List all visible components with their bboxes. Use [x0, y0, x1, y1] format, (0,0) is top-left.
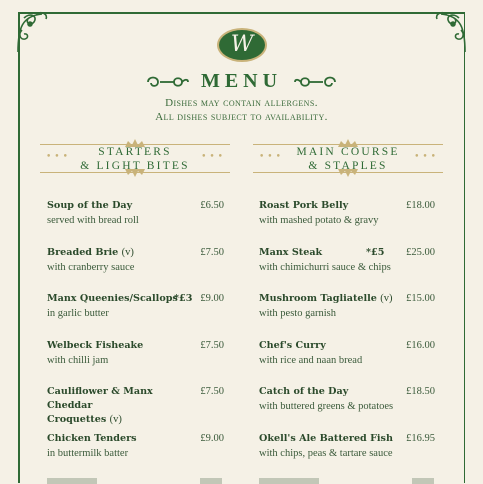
dish-name: Cauliflower & Manx Cheddar — [47, 386, 153, 411]
dish-name-text: Croquettes — [47, 414, 107, 425]
dish-name: Welbeck Fisheake — [47, 339, 144, 351]
dish-name: Chicken Tenders — [47, 432, 137, 444]
supplement-price: *£3 — [174, 293, 193, 304]
section-header-mains — [253, 140, 443, 174]
dish-name: Manx Queenies/Scallops — [47, 293, 178, 304]
menu-item — [259, 339, 435, 386]
menu-item — [47, 432, 224, 479]
cutoff-text-fragment — [47, 478, 97, 484]
page-title: MENU — [200, 70, 283, 92]
logo-letter: W — [230, 32, 254, 57]
dish-name: Okell's Ale Battered Fish — [259, 432, 393, 444]
vegetarian-marker: (v) — [380, 293, 393, 304]
dish-description: with chimichurri sauce & chips — [259, 261, 391, 273]
flourish-left-icon — [146, 74, 190, 90]
section-title-line2: & LIGHT BITES — [80, 160, 190, 172]
menu-title-row — [0, 70, 483, 92]
dish-name-text: Mushroom Tagliatelle — [259, 293, 377, 304]
menu-item — [47, 246, 224, 293]
menu-item — [47, 339, 224, 386]
vegetarian-marker: (v) — [109, 414, 122, 425]
dish-description: with chips, peas & tartare sauce — [259, 447, 393, 459]
dish-name: Roast Pork Belly — [259, 200, 349, 211]
dish-description: with pesto garnish — [259, 308, 336, 319]
cutoff-text-fragment — [259, 478, 319, 484]
dish-price: £25.00 — [406, 246, 435, 258]
dish-name-continued — [47, 413, 224, 427]
dish-price: £9.00 — [200, 293, 224, 304]
dish-name — [47, 246, 224, 260]
dots-ornament-icon: ••• — [259, 152, 284, 162]
dish-price: £6.50 — [200, 200, 224, 211]
section-title-line2: & STAPLES — [308, 160, 388, 172]
dish-description: served with bread roll — [47, 215, 139, 226]
dots-ornament-icon: ••• — [46, 152, 71, 162]
menu-item — [259, 199, 435, 246]
dots-ornament-icon: ••• — [201, 152, 226, 162]
dish-name: Soup of the Day — [47, 200, 133, 211]
dish-price: £16.95 — [406, 432, 435, 444]
dish-name: Catch of the Day — [259, 386, 349, 397]
dots-ornament-icon: ••• — [414, 152, 439, 162]
dish-description: with buttered greens & potatoes — [259, 401, 394, 412]
menu-item — [47, 199, 224, 246]
menu-item — [259, 292, 435, 339]
corner-ornament-icon — [423, 8, 469, 54]
allergen-notice: Dishes may contain allergens. — [165, 97, 318, 109]
dish-description: with mashed potato & gravy — [259, 215, 379, 226]
dish-price: £16.00 — [406, 339, 435, 351]
menu-item — [259, 246, 435, 293]
logo-badge — [217, 28, 267, 62]
corner-ornament-icon — [14, 8, 60, 54]
dish-name: Chef's Curry — [259, 339, 326, 351]
menu-item — [259, 432, 435, 479]
vegetarian-marker: (v) — [121, 246, 134, 258]
dish-description: with chilli jam — [47, 354, 109, 366]
section-header-starters — [40, 140, 230, 174]
dish-name-text: Breaded Brie — [47, 246, 119, 258]
section-title-line1: MAIN COURSE — [296, 146, 400, 158]
dish-price: £7.50 — [200, 246, 224, 258]
availability-notice: All dishes subject to availability. — [155, 111, 328, 123]
cutoff-text-fragment — [200, 478, 222, 484]
dish-price: £15.00 — [406, 293, 435, 304]
starters-list — [47, 199, 224, 478]
dish-name: Manx Steak — [259, 246, 323, 258]
dish-description: with rice and naan bread — [259, 354, 363, 366]
menu-item — [47, 385, 224, 432]
dish-price: £7.50 — [200, 339, 224, 351]
dish-price: £7.50 — [200, 386, 224, 397]
cutoff-text-fragment — [412, 478, 434, 484]
dish-description: with cranberry sauce — [47, 261, 135, 273]
dish-description: in buttermilk batter — [47, 447, 129, 459]
supplement-price: *£5 — [366, 246, 385, 258]
flourish-right-icon — [293, 74, 337, 90]
frame-top-border — [18, 12, 465, 14]
menu-item — [259, 385, 435, 432]
mains-list — [259, 199, 435, 478]
dish-price: £18.00 — [406, 200, 435, 211]
menu-item — [47, 292, 224, 339]
dish-description: in garlic butter — [47, 308, 109, 319]
dish-price: £18.50 — [406, 386, 435, 397]
section-title-line1: STARTERS — [98, 146, 172, 158]
dish-price: £9.00 — [200, 432, 224, 444]
